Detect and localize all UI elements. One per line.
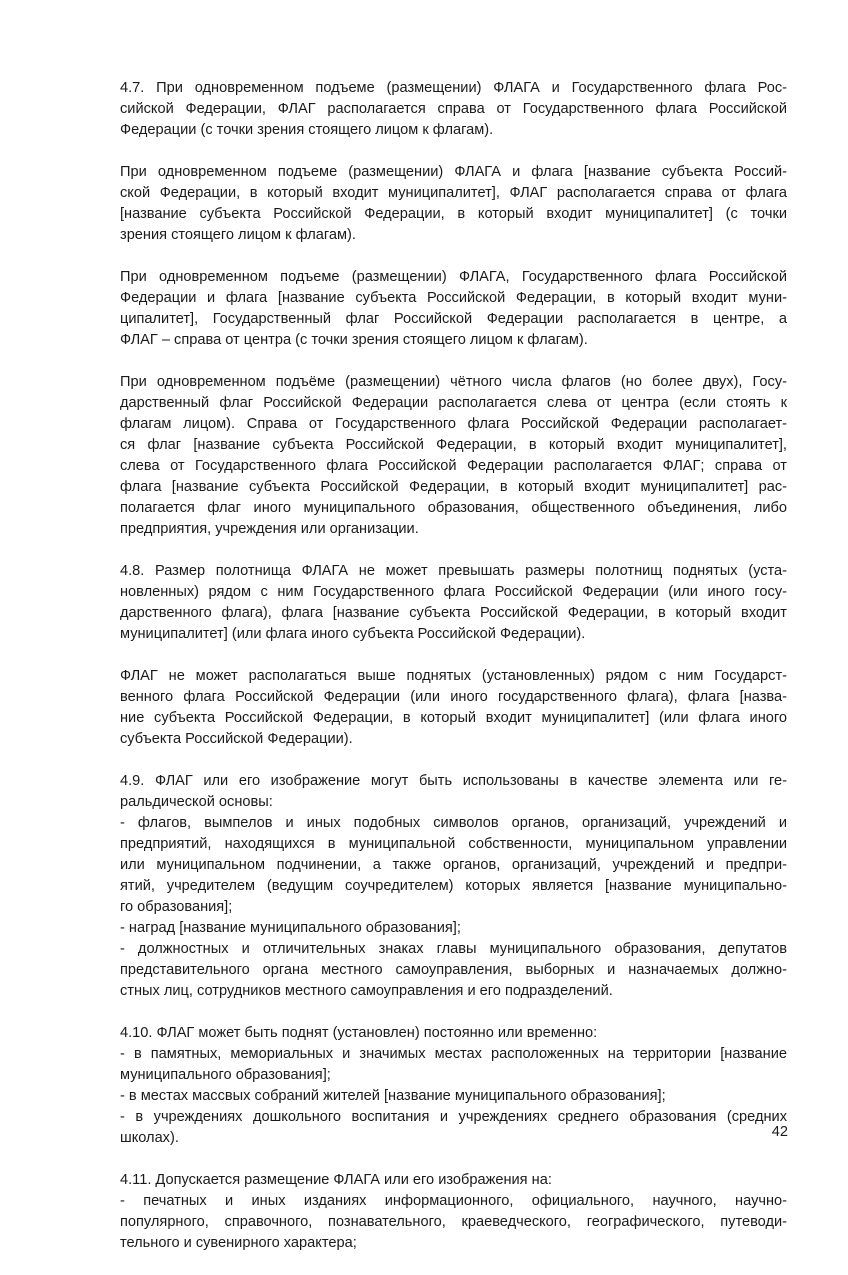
list-item-line: го образования]; [120,899,233,915]
text-line: ральдической основы: [120,794,273,810]
list-item-line: тельного и сувенирного характера; [120,1235,357,1251]
list-item-line: - наград [название муниципального образования]; [120,920,461,936]
list-item-line: стных лиц, сотрудников местного самоуправления и его подразделений. [120,983,613,999]
text-line: 4.8. Размер полотнища ФЛАГА не может превышать размеры полотнищ поднятых (уста- [120,563,787,579]
text-line: флагам лицом). Справа от Государственного флага Российской Федерации располагает- [120,416,787,432]
list-item-line: - должностных и отличительных знаках главы муниципального образования, депутатов [120,941,787,957]
text-line: 4.9. ФЛАГ или его изображение могут быть использованы в качестве элемента или ге- [120,773,787,789]
text-line: 4.11. Допускается размещение ФЛАГА или его изображения на: [120,1172,552,1188]
text-line: При одновременном подъёме (размещении) чётного числа флагов (но более двух), Госу- [120,374,787,390]
paragraph-4-8-a [120,561,787,645]
page-number: 42 [771,1124,788,1140]
list-item-line: ятий, учредителем (ведущим соучредителем) которых является [название муниципально- [120,878,787,894]
text-line: Федерации и флага [название субъекта Российской Федерации, в который входит муни- [120,290,787,306]
paragraph-4-7-a [120,78,787,141]
text-line: ние субъекта Российской Федерации, в который входит муниципалитет] (или флага иного [120,710,787,726]
list-item-line: - флагов, вымпелов и иных подобных символов органов, организаций, учреждений и [120,815,787,831]
text-line: венного флага Российской Федерации (или иного государственного флага), флага [назва- [120,689,787,705]
text-line: новленных) рядом с ним Государственного флага Российской Федерации (или иного госу- [120,584,787,600]
text-line: ФЛАГ не может располагаться выше поднятых (установленных) рядом с ним Государст- [120,668,787,684]
text-line: ципалитет], Государственный флаг Российской Федерации располагается в центре, а [120,311,787,327]
text-line: ской Федерации, в который входит муниципалитет], ФЛАГ располагается справа от флага [120,185,787,201]
text-line: полагается флаг иного муниципального образования, общественного объединения, либо [120,500,787,516]
text-line: дарственного флага), флага [название субъекта Российской Федерации, в который входит [120,605,787,621]
text-line: флага [название субъекта Российской Федерации, в который входит муниципалитет] рас- [120,479,787,495]
list-item-line: представительного органа местного самоуправления, выборных и назначаемых должно- [120,962,787,978]
text-line: муниципалитет] (или флага иного субъекта Российской Федерации). [120,626,586,642]
list-item-line: - в учреждениях дошкольного воспитания и учреждениях среднего образования (средних [120,1109,787,1125]
text-line: [название субъекта Российской Федерации, в который входит муниципалитет] (с точки [120,206,787,222]
text-line: При одновременном подъеме (размещении) ФЛАГА и флага [название субъекта Россий- [120,164,787,180]
text-line: предприятия, учреждения или организации. [120,521,419,537]
text-line: дарственный флаг Российской Федерации располагается слева от центра (если стоять к [120,395,787,411]
list-item-line: - в памятных, мемориальных и значимых местах расположенных на территории [название [120,1046,787,1062]
text-line: ся флаг [название субъекта Российской Федерации, в который входит муниципалитет], [120,437,787,453]
text-line: слева от Государственного флага Российской Федерации располагается ФЛАГ; справа от [120,458,787,474]
paragraph-4-10 [120,1023,787,1149]
text-line: субъекта Российской Федерации). [120,731,353,747]
paragraph-4-7-b [120,162,787,246]
list-item-line: школах). [120,1130,179,1146]
paragraph-4-8-b [120,666,787,750]
paragraph-4-9 [120,771,787,1002]
text-line: 4.10. ФЛАГ может быть поднят (установлен) постоянно или временно: [120,1025,598,1041]
text-line: сийской Федерации, ФЛАГ располагается справа от Государственного флага Российской [120,101,787,117]
list-item-line: популярного, справочного, познавательного, краеведческого, географического, путеводи- [120,1214,787,1230]
list-item-line: или муниципальном подчинении, а также органов, организаций, учреждений и предпри- [120,857,787,873]
paragraph-4-7-d [120,372,787,540]
paragraph-4-11 [120,1170,787,1254]
text-line: При одновременном подъеме (размещении) ФЛАГА, Государственного флага Российской [120,269,787,285]
list-item-line: предприятий, находящихся в муниципальной собственности, муниципальном управлении [120,836,787,852]
paragraph-4-7-c [120,267,787,351]
text-line: ФЛАГ – справа от центра (с точки зрения стоящего лицом к флагам). [120,332,588,348]
document-page [120,78,787,1275]
text-line: 4.7. При одновременном подъеме (размещении) ФЛАГА и Государственного флага Рос- [120,80,787,96]
list-item-line: муниципального образования]; [120,1067,331,1083]
text-line: зрения стоящего лицом к флагам). [120,227,356,243]
list-item-line: - печатных и иных изданиях информационного, официального, научного, научно- [120,1193,787,1209]
text-line: Федерации (с точки зрения стоящего лицом к флагам). [120,122,494,138]
list-item-line: - в местах массвых собраний жителей [название муниципального образования]; [120,1088,666,1104]
